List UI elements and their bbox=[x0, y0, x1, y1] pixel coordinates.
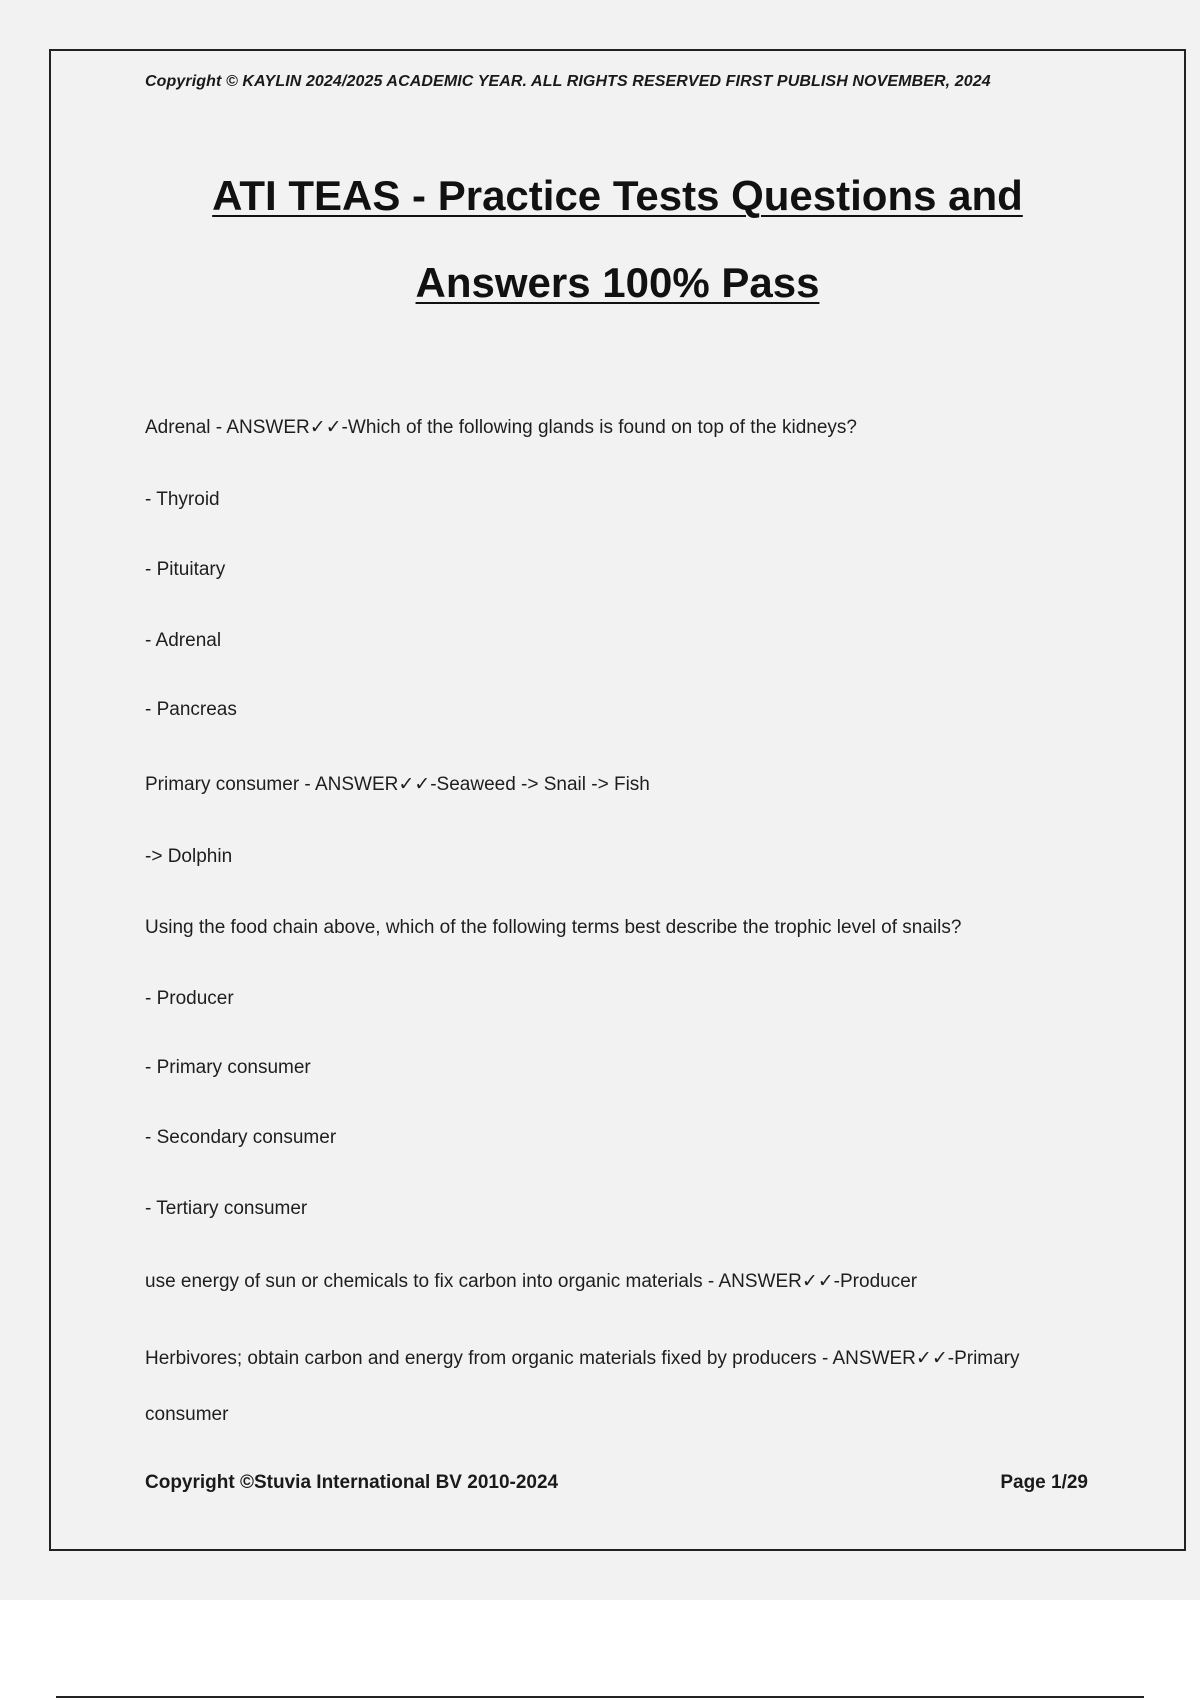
page-number: Page 1/29 bbox=[1000, 1472, 1088, 1493]
option-adrenal: - Adrenal bbox=[145, 630, 222, 651]
question-adrenal: Adrenal - ANSWER✓✓-Which of the following glands is found on top of the kidneys? bbox=[145, 417, 857, 438]
option-pancreas: - Pancreas bbox=[145, 699, 237, 720]
option-pituitary: - Pituitary bbox=[145, 559, 226, 580]
option-tertiary-consumer: - Tertiary consumer bbox=[145, 1198, 308, 1219]
footer-copyright: Copyright ©Stuvia International BV 2010-2024 bbox=[145, 1472, 559, 1493]
option-thyroid: - Thyroid bbox=[145, 489, 220, 510]
option-secondary-consumer: - Secondary consumer bbox=[145, 1127, 337, 1148]
question-herbivores: Herbivores; obtain carbon and energy from organic materials fixed by producers - ANSWER✓✓-Primary bbox=[145, 1348, 1020, 1369]
option-primary-consumer: - Primary consumer bbox=[145, 1057, 311, 1078]
page-title-line-1: ATI TEAS - Practice Tests Questions and bbox=[212, 172, 1023, 219]
header-copyright: Copyright © KAYLIN 2024/2025 ACADEMIC YEAR. ALL RIGHTS RESERVED FIRST PUBLISH NOVEMBER, 2024 bbox=[145, 73, 991, 90]
next-page-rule bbox=[56, 1696, 1144, 1698]
question-herbivores-cont: consumer bbox=[145, 1404, 229, 1425]
question-food-chain: Primary consumer - ANSWER✓✓-Seaweed -> Snail -> Fish bbox=[145, 774, 650, 795]
option-producer: - Producer bbox=[145, 988, 234, 1009]
page-title-line-2: Answers 100% Pass bbox=[415, 259, 820, 306]
question-producer: use energy of sun or chemicals to fix carbon into organic materials - ANSWER✓✓-Producer bbox=[145, 1271, 918, 1292]
question-trophic-level: Using the food chain above, which of the following terms best describe the trophic level of snails? bbox=[145, 917, 962, 938]
question-food-chain-cont: -> Dolphin bbox=[145, 846, 233, 867]
